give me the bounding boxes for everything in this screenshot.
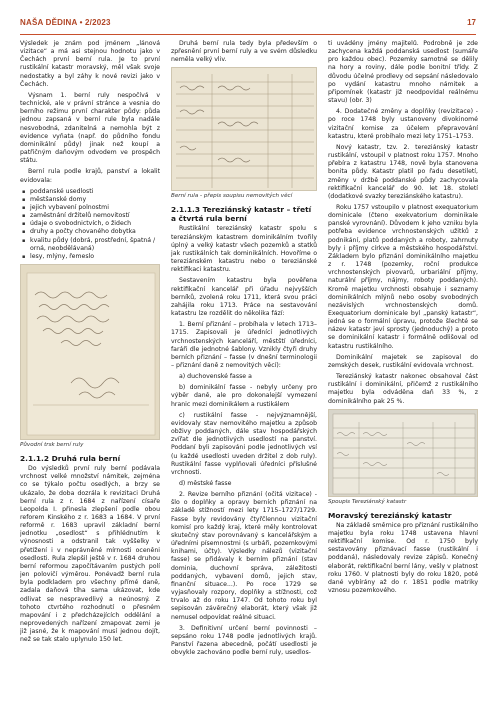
paragraph: a) duchovenské fasse a — [179, 373, 252, 381]
paragraph: b) dominikální fasse - nebyly určeny pro výběr daně, ale pro dokonalejší vymezení hranic mezi dominikálem a rustikálem — [171, 384, 317, 408]
figure-caption: Původní trsk berní ruly — [20, 442, 84, 449]
figure-caption: Berní rula - přepis soupisu nemovitých věcí — [171, 193, 293, 200]
paragraph: Nový katastr, tzv. 2. tereziánský katastr rustikální, vstoupil v platnost roku 1757. Mnoho přebíra z katastru 1748, nově byla stanovena bonita půdy. Katastr platil po řadu desetiletí, změny v držbě poddanské půdy zachycovala rektifikační kancelář do 90. let 18. století (dodatkové svazky tereziánského katastru). — [328, 143, 478, 200]
list-item: ▪ lesy, mlýny, řemeslo — [30, 253, 160, 261]
list-item: ▪ poddanské usedlosti — [30, 188, 160, 196]
list-item: ▪ kvalitu půdy (dobrá, prostřední, špatná / orná, neobdělávaná) — [30, 237, 160, 253]
section-heading: Moravský tereziánský katastr — [328, 510, 452, 520]
paragraph: c) rustikální fasse - nejvýznamnější, evidovaly stav nemovitého majetku a způsob obživy poddaných, dále stav hospodářských zvířat dle jednotlivých usedlostí na panství. Poddaní byli zapisováni podle jednotlivých vsí (u každé usedlosti uveden držitel z dob ruly). Rustikální fasse vyplňovali úředníci příslušné vrchnosti. — [171, 411, 317, 476]
column-1 — [20, 40, 160, 687]
column-3 — [328, 40, 478, 687]
paragraph: Do výsledků první ruly berní podávala vrchnost velké množství námitek, zejména co se týkalo počtu osedlých, a brzy se ukázalo, že doba dozrála k revizitaci Druhá berní rula z r. 1684 z nařízení císaře Leopolda I. přinesla zlepšení podle obou reforem Kinského z r. 1683 a 1684. V první reformě r. 1683 upravil základní berní jednotku „osedlost“ s přihlédnutím k výnosnosti a odstranil tak vyššelky v přetížení i v neprávněné mírnosti oceněni osedlosti. Rula zlepšil ještě v r. 1684 druhou berní reformou započítávaním pustých polí jen polovičí výměrou. Ponévadž berní rula byla podkladem pro všechny přímé daně, zadala daňová tíha sama ukázovat, kde odlivat se nespravedlivý a neúnosný. Z tohoto ctvrtého rozhodnutí o přesném mapování i z předcházejících oddělání a neprovedených nařízení zmapovat zemi je již jasné, že k mapování musí jednou dojít, než se tak stalo uplynulo 150 let. — [20, 465, 160, 644]
cadastre-illustration — [329, 410, 478, 497]
journal-title: NAŠA DĚDINA • 2/2023 — [20, 18, 111, 27]
list-item: ▪ druhy a počty chovaného dobytka — [30, 228, 160, 236]
list-item: ▪ jejich vybavení polnostmi — [30, 204, 160, 212]
figure-caption: Spoupis Tereziánský katastr — [328, 498, 407, 505]
paragraph: Rustikální tereziánský katastr spolu s tereziánským katastrem dominikálním tvořily úplný a velký katastr všech pozemků a statků jak rustikálních tak dominikálních. Hovoříme o tereziánském katastru nebo o tereziánské rektifikaci katastru. — [171, 225, 317, 274]
paragraph: 2. Revize berního přiznání (očitá vizitace) - šlo o doplňky a opravy berních přiznání na základě stížností mezi lety 1715–1727/1729. Fasse byly revidovány čtyřčlennou vizitační komisí pro každý kraj, které měly kontrolovat skutečný stav porovnávaný s kancelářským a úředními písemnostmi (s urbáři, pozemkovými knihami, účty). Výsledky nálezů (vizitační fasse) se přidávaly k berním přiznání (stav dominia, duchovní správa, záležitosti poddaných, vybavení domů, jejich stav, finanční situace...). Po roce 1729 se vyjasňovaly rozpory, doplňky a stížnosti, což trvalo až do roku 1747. Od tohoto roku byl sepisován závěrečný elaborát, který však již nemusel odpovídat reálné situaci. — [171, 491, 317, 621]
paragraph: Výsnam 1. berní ruly nespočívá v technické, ale v právní stránce a vesnia do berního režimu první charakter půdy: půda jednou zapsaná v berní rule byla nadále nesvobodná, zdanitelná a nemohla být z evidence vyňata (např. do půdního fondu dominikální půdy) jinak než koupí a patřičným daňovým odvodem ve prospěch státu. — [20, 91, 160, 165]
paragraph: Výsledek je znám pod jménem „lánová vizitace“ a má asi stejnou hodnotu jako v Čechách první berní rula. Je to první rustikální katastr moravský, měl však svoje nedostatky a byl záhy k nové revizi jako v Čechách. — [20, 40, 160, 88]
page-number: 17 — [467, 18, 476, 27]
column-2 — [171, 40, 317, 687]
ledger-illustration — [172, 68, 317, 191]
paragraph: d) městské fasse — [179, 480, 232, 487]
paragraph: 4. Dodatečné změny a doplňky (revizitace) - po roce 1748 byly ustanoveny divokinomé vizitační komise za účelem přepravování katastru, které probíhalo mezi lety 1751–1753. — [328, 108, 478, 140]
paragraph: Druhá berní rula tedy byla především o zpřesnění první berní ruly a ve svém důsledku neměla velký vliv. — [171, 40, 317, 64]
paragraph: Roku 1757 vstoupilo v platnost exequatorium dominicale (čteno exekvatorium dominikale panské vyrovnání). Důvodem k jeho vzniku byla potřeba evidence vrchnostenských užitků z podnikání, platů poddaných a roboty, zahrnuty byly i příjmy církve a městského hospodářství. Základem bylo přiznání dominikálního majetku z r. 1748 (pozemky, roční produkce vrchnostenských pivovarů, urbariální příjmy, naturální příjmy, nájmy, roboty poddaných). Kromě majetku vrchnosti obsahuje i seznamy dominikálních mlýnů nebo osoby svobodných nezávislých vrchnostenských domů. Exequatorium dominicale byl „panský katastr“, jedná se o formální úpravu, protože šlechté se název katastr jeví sprosty (jednoduchý) a proto se dominikální katastr i formálně odlišoval od katastru rustikálního. — [328, 203, 478, 350]
paragraph: Sestavením katastru byla pověřena rektifikační kancelář při úřadu nejvyšších berníků, zvolená roku 1711, která svou práci zahájila roku 1713. Práce na sestavování katastru lze rozdělit do několika fází: — [171, 277, 317, 318]
cadastre-photo — [328, 409, 478, 497]
evidence-list — [20, 188, 160, 261]
paragraph: Tereziánský katastr nakonec obsahoval část rustikální i dominikální, přičemž z rustikálního majetku byla odváděna daň 33 %, z dominikálního pak 25 %. — [328, 373, 478, 405]
section-heading: 2.1.1.2 Druhá rula berní — [20, 454, 121, 464]
paragraph: ti uvádény jmény majitelů. Podrobně je zde zachycena každá poddanská usedlost (sumáře pro každou obec). Pozemky samotné se dělily na hory a roviny, dále podle bonitní třídy. Z důvodu účelné prodlevy od sepsání následovalo po vydání katastru mnoho námitek a připomínek (katastr již neodpovídal reálnému stavu) (obr. 3) — [328, 40, 478, 105]
page-header — [20, 18, 476, 35]
ledger-photo — [171, 67, 317, 191]
paragraph: 1. Berní přiznání – probíhala v letech 1713–1715. Zapisovali je úřednící jednotlivých vrchnostenských kanceláří, městští úředníci, faráři dle jednotné šablony. Vznikly čtyři druhy berních přiznání – fasse (v dnešní terminologii – přiznání daně z nemovitých věcí): — [171, 321, 317, 369]
manuscript-illustration — [21, 265, 160, 440]
paragraph: 3. Definitivní určení berní povinnosti – sepsáno roku 1748 podle jednotlivých krajů. Panství řazena abecedně, počátí usedlosti je obvykle zachováno podle berní ruly, usedlos- — [171, 624, 317, 657]
section-heading: 2.1.1.3 Tereziánský katastr – třetí a čtvrtá rula berní — [171, 205, 312, 224]
manuscript-photo — [20, 264, 160, 440]
paragraph: Na základě směrnice pro přiznání rustikálního majetku byla roku 1748 ustavena hlavní rektifikační komise. Od r. 1750 byly sestavovány přiznávací fasse (rustikální i poddaná), následovaly revize zápisů. Konečný elaborát, rektifikační berní lány, vešly v platnost roku 1760. V platnosti byly do roku 1820, poté dané vybírány až do r. 1851 podle matriky vznosu pozemkového. — [328, 521, 478, 594]
paragraph: Berní rula podle krajů, panství a lokalit evidovala: — [20, 168, 160, 184]
list-item: ▪ městšanské domy — [30, 196, 160, 204]
list-item: ▪ údaje o svobodnictvích, o židech — [30, 220, 160, 228]
list-item: ▪ zaměstnání držitelů nemovitostí — [30, 212, 160, 220]
paragraph: Dominikální majetek se zapisoval do zemských desek, rustikální evidovala vrchnost. — [328, 353, 478, 369]
